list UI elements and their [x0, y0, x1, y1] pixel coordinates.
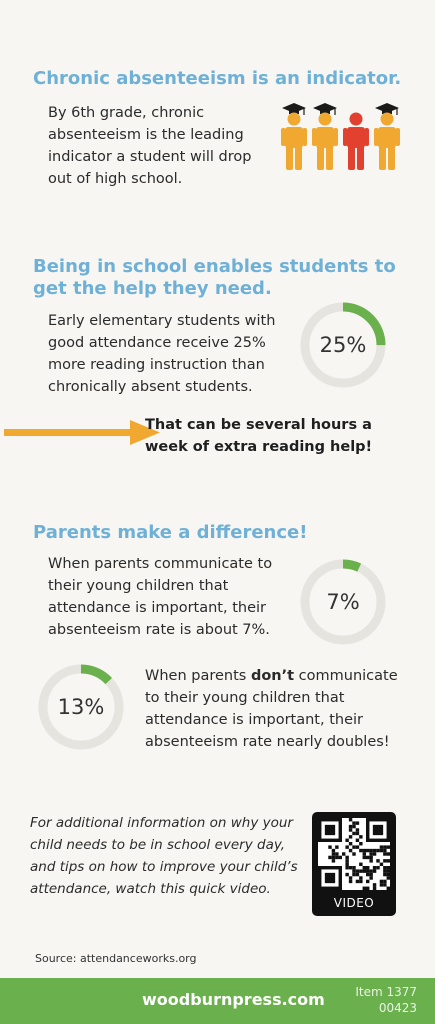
students-figures-icon — [280, 100, 405, 172]
text-dont-bold: don’t — [250, 668, 295, 684]
student-figure-icon — [343, 113, 369, 171]
text-parents-dont-after: communicate to their young children that attendance is important, their absenteeism rate nearly doubles! — [145, 668, 398, 750]
footer-item-label: Item 1377 — [355, 985, 417, 999]
donut-label-7: 7% — [326, 590, 360, 614]
qr-code-icon — [318, 818, 390, 890]
text-reading-instruction: Early elementary students with good attendance receive 25% more reading instruction than chronically absent students. — [48, 313, 276, 395]
footer-item-number — [355, 984, 417, 1016]
text-parents-communicate: When parents communicate to their young children that attendance is important, their absenteeism rate is about 7%. — [48, 556, 273, 638]
text-parents-dont-before: When parents — [145, 668, 251, 684]
footer-website-link[interactable]: woodburnpress.com — [142, 990, 325, 1009]
arrow-right-icon — [4, 418, 162, 446]
heading-chronic-absenteeism: Chronic absenteeism is an indicator. — [33, 68, 402, 89]
donut-label-13: 13% — [57, 695, 105, 719]
student-figure-icon — [312, 103, 338, 170]
donut-chart-25 — [298, 300, 388, 390]
callout-extra-reading-help: That can be several hours a week of extra reading help! — [145, 417, 373, 455]
source-citation: Source: attendanceworks.org — [35, 952, 197, 965]
qr-code-video[interactable] — [312, 812, 396, 916]
heading-help-they-need: Being in school enables students to get the help they need. — [33, 256, 396, 299]
donut-chart-13 — [36, 662, 126, 752]
donut-label-25: 25% — [319, 333, 367, 357]
text-parents-dont-communicate — [145, 665, 405, 753]
qr-video-label: VIDEO — [333, 896, 375, 910]
heading-parents-difference: Parents make a difference! — [33, 522, 308, 543]
text-additional-information: For additional information on why your child needs to be in school every day, and tips on how to improve your child’s attendance, watch this quick video. — [30, 815, 298, 897]
student-figure-icon — [281, 103, 307, 170]
footer-item-code: 00423 — [378, 1001, 417, 1015]
donut-chart-7 — [298, 557, 388, 647]
student-figure-icon — [374, 103, 400, 170]
footer-bar — [0, 978, 435, 1024]
text-chronic-absenteeism: By 6th grade, chronic absenteeism is the leading indicator a student will drop out of high school. — [48, 105, 252, 187]
